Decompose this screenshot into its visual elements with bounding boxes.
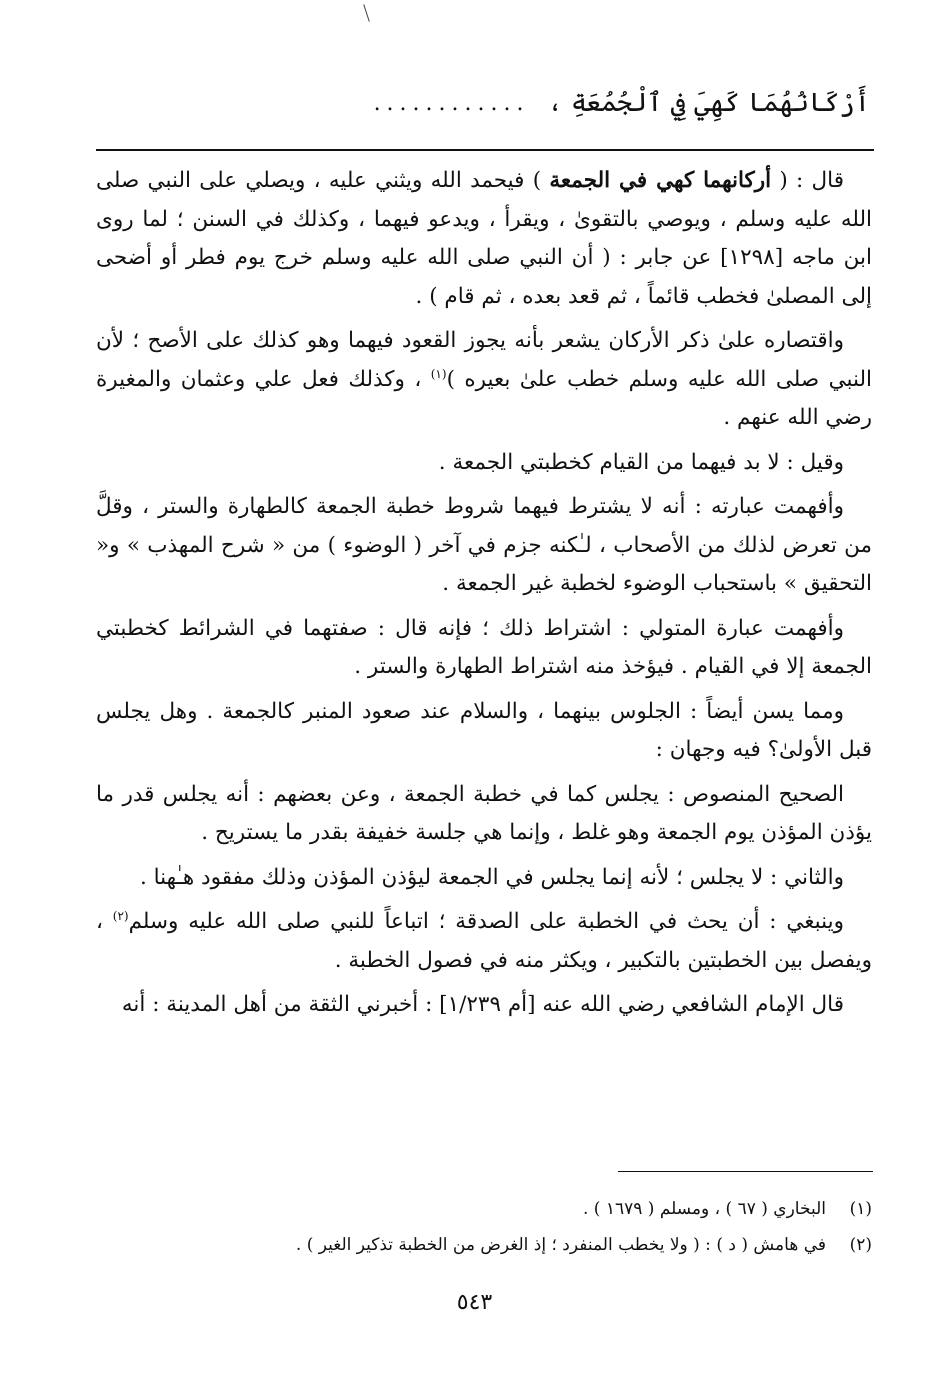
footnote-text: البخاري ( ٦٧ ) ، ومسلم ( ١٦٧٩ ) . (583, 1199, 826, 1219)
footnote (96, 1191, 872, 1227)
running-header-title: أَرْكَانُهُمَا كَهِيَ فِي ٱلْجُمُعَةِ ، (547, 88, 870, 118)
footnotes (96, 1191, 872, 1263)
footnote (96, 1227, 872, 1263)
paragraph: وأفهمت عبارة المتولي : اشتراط ذلك ؛ فإنه قال : صفتهما في الشرائط كخطبتي الجمعة إلا في القيام . فيؤخذ منه اشتراط الطهارة والستر . (96, 615, 872, 679)
body-text (96, 162, 872, 1031)
paragraph: واقتصاره علىٰ ذكر الأركان يشعر بأنه يجوز القعود فيهما وهو كذلك على الأصح ؛ لأن النبي صلى الله عليه وسلم خطب علىٰ بعيره )$^{(١)}$ ، وكذلك فعل علي وعثمان والمغيرة رضي الله عنهم . (96, 328, 872, 430)
footnote-ref[interactable]: (١) (430, 366, 447, 381)
bold-matn: أركانهما كهي في الجمعة (549, 168, 772, 193)
running-header-dots: ............ (373, 90, 530, 116)
scan-mark (363, 4, 370, 21)
footnote-ref[interactable]: (٢) (112, 908, 129, 923)
footnote-text: في هامش ( د ) : ( ولا يخطب المنفرد ؛ إذ الغرض من الخطبة تذكير الغير ) . (295, 1235, 826, 1255)
paragraph: والثاني : لا يجلس ؛ لأنه إنما يجلس في الجمعة ليؤذن المؤذن وذلك مفقود هـٰهنا . (139, 864, 844, 890)
paragraph: قال : ( أركانهما كهي في الجمعة ) فيحمد الله ويثني عليه ، ويصلي على النبي صلى الله عليه وسلم ، ويوصي بالتقوىٰ ، ويقرأ ، ويدعو فيهما ، وكذلك في السنن ؛ لما روى ابن ماجه [١٢٩٨] عن جابر : ( أن النبي صلى الله عليه وسلم خرج يوم فطر أو أضحى إلى المصلىٰ فخطب قائماً ، ثم قعد بعده ، ثم قام ) . (96, 168, 872, 309)
footnote-number: (١) (849, 1199, 872, 1219)
header-rule (96, 149, 874, 151)
footnote-rule (618, 1171, 873, 1172)
page-number: ٥٤٣ (456, 1290, 493, 1315)
paragraph: قال الإمام الشافعي رضي الله عنه [أم ١/٢٣٩] : أخبرني الثقة من أهل المدينة : أنه (121, 992, 844, 1017)
paragraph: وينبغي : أن يحث في الخطبة على الصدقة ؛ اتباعاً للنبي صلى الله عليه وسلم$^{(٢)}$ ، ويفصل بين الخطبتين بالتكبير ، ويكثر منه في فصول الخطبة . (96, 908, 872, 973)
running-header (96, 78, 870, 128)
paragraph: الصحيح المنصوص : يجلس كما في خطبة الجمعة ، وعن بعضهم : أنه يجلس قدر ما يؤذن المؤذن يوم الجمعة وهو غلط ، وإنما هي جلسة خفيفة بقدر ما يستريح . (96, 781, 872, 845)
paragraph: ومما يسن أيضاً : الجلوس بينهما ، والسلام عند صعود المنبر كالجمعة . وهل يجلس قبل الأولىٰ؟ فيه وجهان : (96, 698, 872, 762)
footnote-number: (٢) (849, 1235, 872, 1255)
paragraph: وأفهمت عبارته : أنه لا يشترط فيهما شروط خطبة الجمعة كالطهارة والستر ، وقلَّ من تعرض لذلك من الأصحاب ، لـٰكنه جزم في آخر ( الوضوء ) من « شرح المهذب » و« التحقيق » باستحباب الوضوء لخطبة غير الجمعة . (96, 494, 872, 596)
paragraph: وقيل : لا بد فيهما من القيام كخطبتي الجمعة . (438, 449, 844, 475)
